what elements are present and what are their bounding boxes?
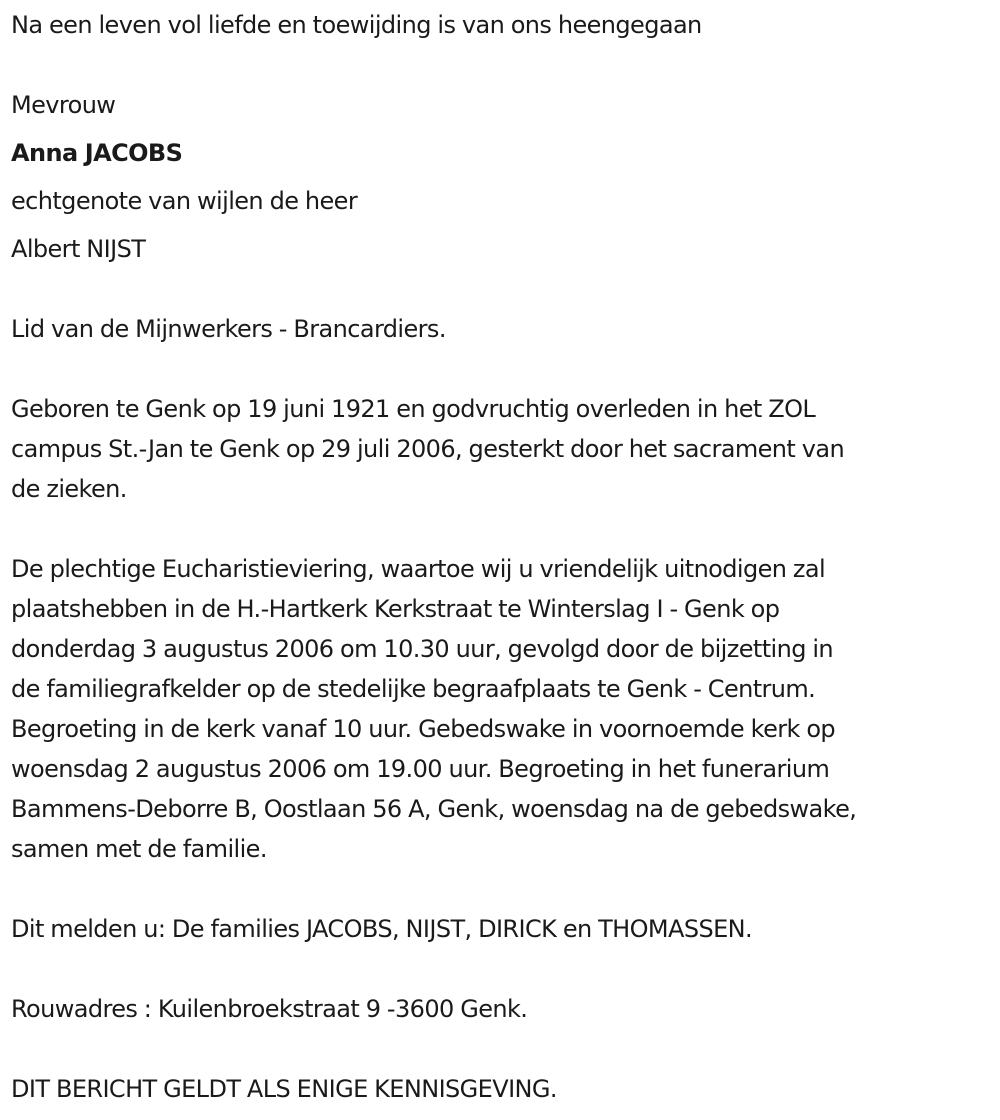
paragraph-line: de zieken. [11, 475, 127, 503]
paragraph-line: Bammens-Deborre B, Oostlaan 56 A, Genk, woensdag na de gebedswake, [11, 795, 857, 823]
closing-text: DIT BERICHT GELDT ALS ENIGE KENNISGEVING. [11, 1075, 557, 1103]
birth-death-paragraph [11, 389, 996, 509]
deceased-name: Anna JACOBS [11, 139, 183, 167]
paragraph-line: woensdag 2 augustus 2006 om 19.00 uur. Begroeting in het funerarium [11, 755, 830, 783]
paragraph-line: de familiegrafkelder op de stedelijke begraafplaats te Genk - Centrum. [11, 675, 816, 703]
spacer [11, 949, 996, 989]
families-text: Dit melden u: De families JACOBS, NIJST, DIRICK en THOMASSEN. [11, 915, 753, 943]
ceremony-paragraph [11, 549, 996, 869]
paragraph-line: samen met de familie. [11, 835, 267, 863]
paragraph-line: campus St.-Jan te Genk op 29 juli 2006, gesterkt door het sacrament van [11, 435, 845, 463]
spacer [11, 869, 996, 909]
spacer [11, 45, 996, 85]
paragraph-line: plaatshebben in de H.-Hartkerk Kerkstraat te Winterslag I - Genk op [11, 595, 780, 623]
obituary-notice [11, 0, 996, 1109]
paragraph-line: Geboren te Genk op 19 juni 1921 en godvruchtig overleden in het ZOL [11, 395, 816, 423]
paragraph-line: Begroeting in de kerk vanaf 10 uur. Gebedswake in voornoemde kerk op [11, 715, 836, 743]
spacer [11, 269, 996, 309]
spouse-name: Albert NIJST [11, 235, 146, 263]
membership-text: Lid van de Mijnwerkers - Brancardiers. [11, 315, 446, 343]
spacer [11, 509, 996, 549]
spacer [11, 1029, 996, 1069]
paragraph-line: De plechtige Eucharistieviering, waartoe wij u vriendelijk uitnodigen zal [11, 555, 826, 583]
intro-text: Na een leven vol liefde en toewijding is van ons heengegaan [11, 11, 702, 39]
address-text: Rouwadres : Kuilenbroekstraat 9 -3600 Genk. [11, 995, 528, 1023]
paragraph-line: donderdag 3 augustus 2006 om 10.30 uur, gevolgd door de bijzetting in [11, 635, 834, 663]
spacer [11, 349, 996, 389]
spouse-line: echtgenote van wijlen de heer [11, 187, 358, 215]
salutation: Mevrouw [11, 91, 116, 119]
